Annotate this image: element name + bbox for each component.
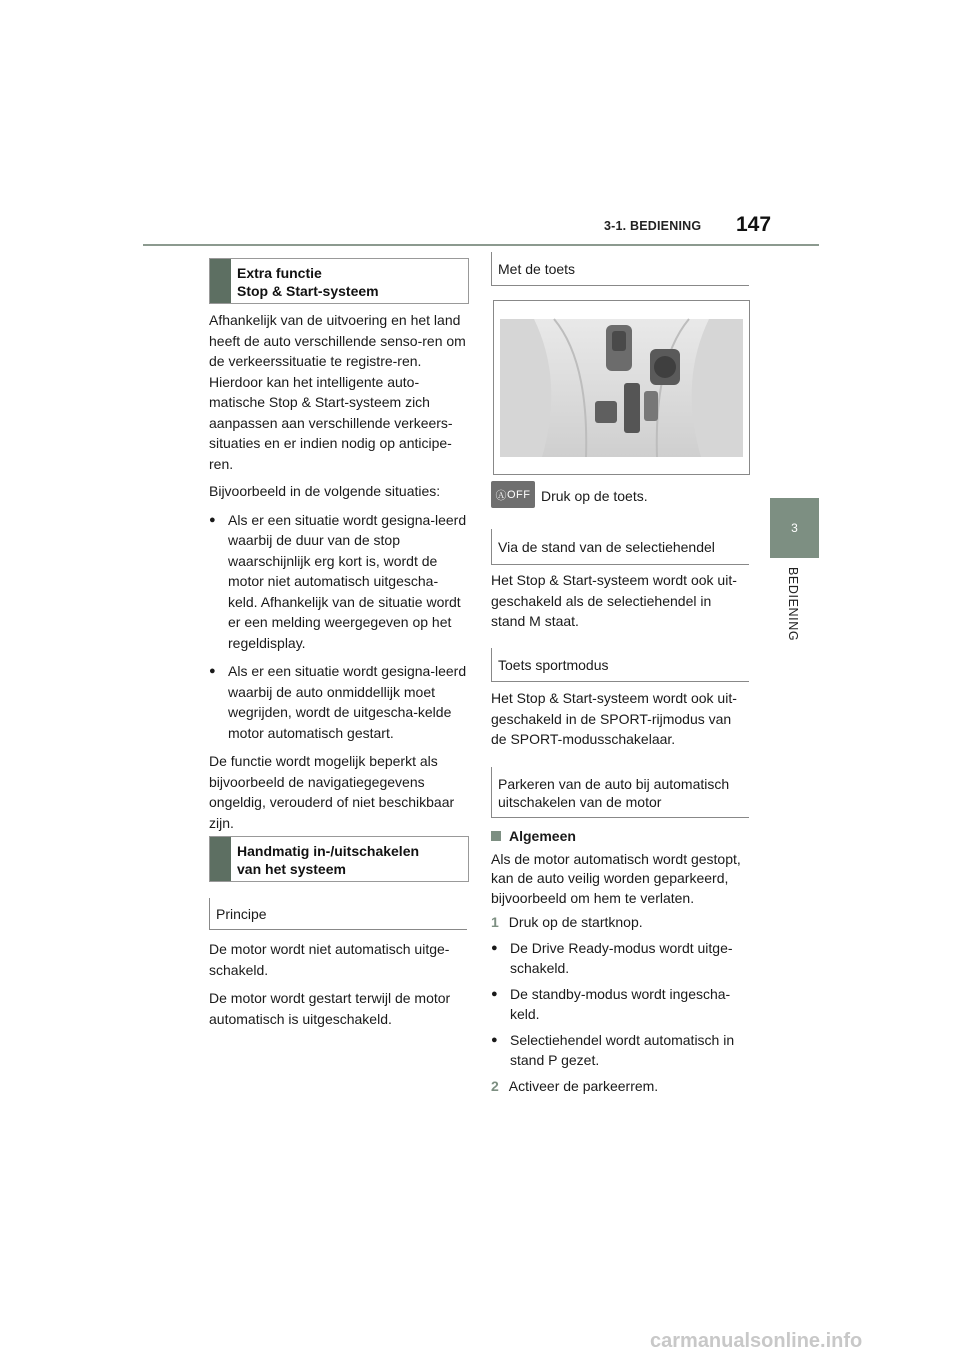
console-photo: [493, 300, 750, 475]
subheading-sportmodus: Toets sportmodus: [491, 648, 749, 682]
heading-box-manual: [209, 836, 469, 882]
bullet-item: ● De Drive Ready-modus wordt uitge-schakeld.: [491, 938, 749, 979]
subheading-met-de-toets: Met de toets: [491, 252, 749, 286]
heading-line-2: Stop & Start-systeem: [237, 283, 379, 299]
paragraph: Het Stop & Start-systeem wordt ook uit-geschakeld als de selectiehendel in stand M staat.: [491, 572, 737, 629]
watermark: carmanualsonline.info: [650, 1330, 863, 1352]
paragraph: De motor wordt gestart terwijl de motor automatisch is uitgeschakeld.: [209, 990, 451, 1027]
paragraph: Als de motor automatisch wordt gestopt, kan de auto veilig worden geparkeerd, bijvoorbeeld om hem te verlaten.: [491, 850, 741, 906]
bullet-item: ● Selectiehendel wordt automatisch in stand P gezet.: [491, 1030, 749, 1071]
chapter-tab: 3: [770, 498, 819, 558]
bullet-item: ● De standby-modus wordt ingescha-keld.: [491, 984, 749, 1025]
subsection-title: Algemeen: [509, 828, 576, 844]
bullet-item: ● Als er een situatie wordt gesigna-leerd waarbij de duur van de stop waarschijnlijk erg kort is, wordt de motor niet automatisch uitgescha-keld. Afhankelijk van de situatie wordt er een melding weergegeven op het regeldisplay.: [209, 510, 467, 654]
subheading-principe: Principe: [209, 898, 467, 930]
center-console-illustration: [494, 301, 749, 474]
heading-line-1: Handmatig in-/uitschakelen: [237, 843, 420, 859]
paragraph: Afhankelijk van de uitvoering en het land heeft de auto verschillende senso-ren om de verkeerssituatie te registre-ren. Hierdoor kan het intelligente auto-matische Stop & Start-systeem zich aanpassen aan verschillende verkeers-situaties en er indien nodig op anticipe-ren.: [209, 312, 466, 472]
heading-box-text: [231, 259, 387, 303]
subsection-heading: [491, 826, 749, 847]
right-body: [491, 826, 749, 1096]
step-number: 2: [491, 1077, 499, 1094]
paragraph: De functie wordt mogelijk beperkt als bijvoorbeeld de navigatiegegevens ongeldig, verouderd of niet beschikbaar zijn.: [209, 753, 455, 831]
paragraph: Bijvoorbeeld in de volgende situaties:: [209, 483, 441, 499]
page-number: 147: [736, 213, 772, 236]
heading-line-2: van het systeem: [237, 861, 346, 877]
key-label: OFF: [507, 488, 531, 501]
step-number: 1: [491, 914, 499, 930]
heading-line-1: Extra functie: [237, 265, 322, 281]
heading-box-bar: [210, 837, 231, 881]
auto-start-stop-icon: Ⓐ: [495, 489, 507, 502]
key-instruction: Druk op de toets.: [541, 488, 648, 504]
paragraph: Het Stop & Start-systeem wordt ook uit-geschakeld in de SPORT-rijmodus van de SPORT-modusschakelaar.: [491, 690, 737, 747]
bullet-item: ● Als er een situatie wordt gesigna-leerd waarbij de auto onmiddellijk moet wegrijden, wordt de uitgescha-kelde motor automatisch gestart.: [209, 661, 467, 743]
section-label: 3-1. BEDIENING: [604, 219, 702, 233]
step-item: [491, 1076, 749, 1097]
heading-box-stop-start: [209, 258, 469, 304]
step-text: Druk op de startknop.: [508, 914, 643, 930]
left-body: [209, 310, 467, 833]
paragraph: De motor wordt niet automatisch uitge-schakeld.: [209, 941, 450, 978]
subheading-parkeren: [491, 767, 749, 818]
subheading-selectiehendel: Via de stand van de selectiehendel: [491, 529, 749, 565]
auto-start-stop-off-key: [491, 481, 535, 508]
subheading-line-1: Parkeren van de auto bij automatisch: [498, 776, 730, 792]
left-body-2: [209, 939, 467, 1029]
header-divider: [143, 244, 819, 246]
step-text: Activeer de parkeerrem.: [508, 1077, 659, 1094]
heading-box-text: [231, 837, 427, 881]
subheading-line-2: uitschakelen van de motor: [498, 794, 662, 810]
step-item: [491, 912, 749, 933]
heading-box-bar: [210, 259, 231, 303]
chapter-label: BEDIENING: [786, 567, 800, 642]
square-bullet-icon: [491, 831, 501, 841]
